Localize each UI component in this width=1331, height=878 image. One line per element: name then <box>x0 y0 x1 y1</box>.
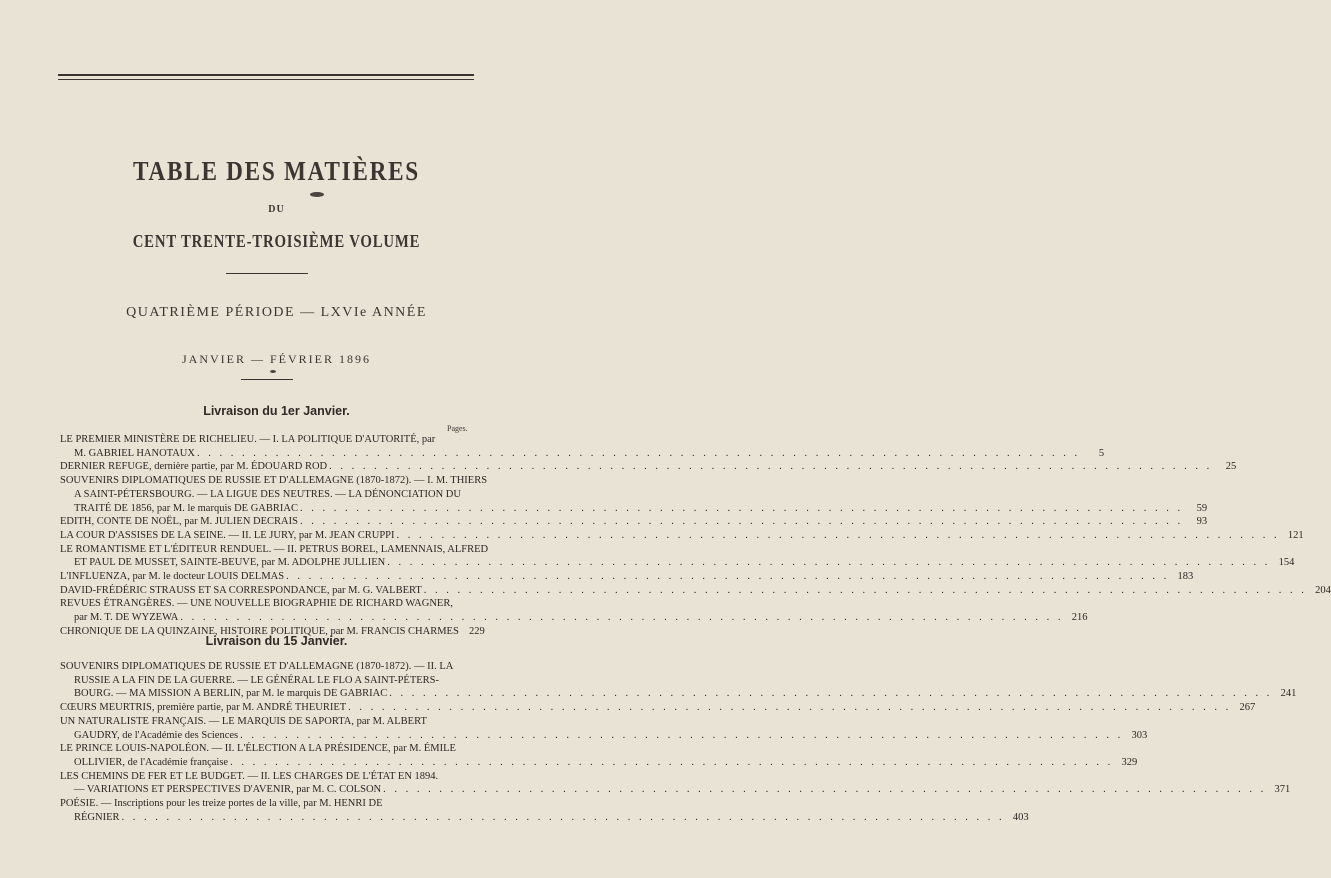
toc-entry-text: CHRONIQUE DE LA QUINZAINE, HISTOIRE POLITIQUE, par M. FRANCIS CHARMES <box>60 625 459 637</box>
toc-entry-text: LE PREMIER MINISTÈRE DE RICHELIEU. — I. LA POLITIQUE D'AUTORITÉ, par <box>60 434 436 445</box>
page-number: 267 <box>1239 702 1256 714</box>
toc-entry-line <box>60 502 1208 516</box>
pages-label: Pages. <box>447 424 468 433</box>
toc-entry-line <box>60 729 1148 743</box>
page-number: 329 <box>1121 756 1138 768</box>
toc-entry-text: L'INFLUENZA, par M. le docteur LOUIS DELMAS <box>60 571 285 583</box>
toc-entry <box>60 570 1194 584</box>
dot-leader <box>424 584 1307 598</box>
section-heading: Livraison du 1er Janvier. <box>203 404 350 418</box>
page-number: 403 <box>1012 811 1029 823</box>
toc-entry <box>60 770 1291 797</box>
divider-rule-2 <box>241 379 293 380</box>
toc-entry-text: SOUVENIRS DIPLOMATIQUES DE RUSSIE ET D'ALLEMAGNE (1870-1872). — I. M. THIERS <box>60 475 488 487</box>
toc-entry-text: A SAINT-PÉTERSBOURG. — LA LIGUE DES NEUTRES. — LA DÉNONCIATION DU <box>74 488 461 500</box>
toc-entry-line <box>60 701 1256 715</box>
toc-entry <box>60 701 1256 715</box>
toc-entry-line <box>60 529 1304 543</box>
toc-entry-text: DERNIER REFUGE, dernière partie, par M. ÉDOUARD ROD <box>60 461 328 473</box>
top-rule-thin <box>58 79 474 80</box>
toc-entry-line <box>60 742 474 756</box>
page-number: 241 <box>1280 688 1297 700</box>
toc-entry-line <box>60 474 488 488</box>
dot-leader <box>383 783 1266 797</box>
toc-entry-text: POÉSIE. — Inscriptions pour les treize portes de la ville, par M. HENRI DE <box>60 798 383 810</box>
toc-entry-text: EDITH, CONTE DE NOËL, par M. JULIEN DECRAIS <box>60 516 298 528</box>
toc-entry-text: SOUVENIRS DIPLOMATIQUES DE RUSSIE ET D'ALLEMAGNE (1870-1872). — II. LA <box>60 661 454 672</box>
toc-entry-line <box>60 797 474 811</box>
dot-leader <box>240 729 1123 743</box>
toc-entry-text: TRAITÉ DE 1856, par M. le marquis DE GABRIAC <box>74 502 298 514</box>
toc-entry-line <box>60 674 474 688</box>
toc-entry-line <box>60 783 1291 797</box>
page-number: 154 <box>1278 557 1295 569</box>
periode-line: QUATRIÈME PÉRIODE — LXVIe ANNÉE <box>126 305 427 320</box>
dot-leader <box>329 460 1212 474</box>
toc-entry-line <box>60 570 1194 584</box>
toc-entry-line <box>60 611 1088 625</box>
toc-entry <box>60 515 1208 529</box>
section-heading: Livraison du 15 Janvier. <box>205 634 348 648</box>
toc-entry-text: CŒURS MEURTRIS, première partie, par M. ANDRÉ THEURIET <box>60 702 347 714</box>
toc-entry <box>60 660 1297 701</box>
dot-leader <box>180 611 1063 625</box>
toc-entry-line <box>60 770 474 784</box>
top-rule <box>58 74 474 76</box>
toc-entry-line <box>60 715 474 729</box>
toc-entry <box>60 529 1304 543</box>
toc-entry-line <box>60 433 474 447</box>
page-number: 5 <box>1098 447 1105 459</box>
toc-entry-line <box>60 811 1029 825</box>
dot-leader <box>286 570 1169 584</box>
page-number: 303 <box>1131 729 1148 741</box>
toc-entry <box>60 584 1331 598</box>
toc-entry-text: UN NATURALISTE FRANÇAIS. — LE MARQUIS DE SAPORTA, par M. ALBERT <box>60 715 427 727</box>
dot-leader <box>397 529 1280 543</box>
toc-entry <box>60 460 1237 474</box>
toc-entry-line <box>60 488 474 502</box>
toc-entry-text: M. GABRIEL HANOTAUX <box>74 447 195 459</box>
page-number: 371 <box>1274 784 1291 796</box>
ornament <box>310 192 324 197</box>
dot-leader <box>230 756 1113 770</box>
toc-entry-text: ET PAUL DE MUSSET, SAINTE-BEUVE, par M. ADOLPHE JULLIEN <box>74 557 386 569</box>
toc-entry <box>60 797 1029 824</box>
toc-entry-text: LES CHEMINS DE FER ET LE BUDGET. — II. LES CHARGES DE L'ÉTAT EN 1894. <box>60 770 439 782</box>
toc-entry-text: RUSSIE A LA FIN DE LA GUERRE. — LE GÉNÉRAL LE FLO A SAINT-PÉTERS- <box>74 674 439 686</box>
toc-entry-text: BOURG. — MA MISSION A BERLIN, par M. le marquis DE GABRIAC <box>74 688 388 700</box>
toc-entry <box>60 543 1295 570</box>
toc-entry-line <box>60 584 1331 598</box>
toc-entry-text: LE ROMANTISME ET L'ÉDITEUR RENDUEL. — II. PETRUS BOREL, LAMENNAIS, ALFRED <box>60 543 489 555</box>
page-number: 183 <box>1177 571 1194 583</box>
dot-leader <box>348 701 1231 715</box>
entries-list-1 <box>60 433 1331 639</box>
toc-entry-text: — VARIATIONS ET PERSPECTIVES D'AVENIR, par M. C. COLSON <box>74 784 382 796</box>
toc-entry-text: DAVID-FRÉDÉRIC STRAUSS ET SA CORRESPONDANCE, par M. G. VALBERT <box>60 584 422 596</box>
volume-subtitle: CENT TRENTE-TROISIÈME VOLUME <box>132 231 421 251</box>
page-number: 59 <box>1196 502 1208 514</box>
dot-leader <box>389 687 1272 701</box>
toc-entry-text: par M. T. DE WYZEWA <box>74 612 179 624</box>
toc-entry-line <box>60 556 1295 570</box>
toc-entry-line <box>60 756 1138 770</box>
toc-entry-text: LE PRINCE LOUIS-NAPOLÉON. — II. L'ÉLECTION A LA PRÉSIDENCE, par M. ÉMILE <box>60 743 456 755</box>
toc-entry-line <box>60 460 1237 474</box>
page-number: 93 <box>1196 516 1208 528</box>
toc-entry-text: GAUDRY, de l'Académie des Sciences <box>74 729 239 741</box>
dot-leader <box>300 502 1183 516</box>
toc-entry-line <box>60 597 474 611</box>
dot-leader <box>300 515 1183 529</box>
toc-entry-line <box>60 660 474 674</box>
page-number: 229 <box>469 625 485 637</box>
dot-leader <box>197 447 1080 461</box>
toc-entry-line <box>60 687 1297 701</box>
toc-entry-text: OLLIVIER, de l'Académie française <box>74 756 229 768</box>
dot-leader <box>387 556 1270 570</box>
toc-entry <box>60 597 1088 624</box>
dot-leader <box>122 811 1005 825</box>
page-number: 25 <box>1225 461 1237 473</box>
toc-entry-line <box>60 447 1105 461</box>
toc-entry <box>60 715 1148 742</box>
toc-entry <box>60 742 1138 769</box>
toc-entry-line <box>60 515 1208 529</box>
title-du: DU <box>268 204 285 215</box>
toc-entry-line <box>60 543 489 557</box>
months-line: JANVIER — FÉVRIER 1896 <box>181 352 371 366</box>
page-number: 121 <box>1287 529 1304 541</box>
toc-entry <box>60 433 1105 460</box>
toc-entry-text: REVUES ÉTRANGÈRES. — UNE NOUVELLE BIOGRAPHIE DE RICHARD WAGNER, <box>60 598 453 610</box>
page-title: TABLE DES MATIÈRES <box>133 156 420 186</box>
toc-entry-text: LA COUR D'ASSISES DE LA SEINE. — II. LE JURY, par M. JEAN CRUPPI <box>60 529 395 541</box>
page-number: 216 <box>1071 612 1088 624</box>
toc-entry <box>60 474 1208 515</box>
entries-list-2 <box>60 660 1297 824</box>
divider-rule <box>226 273 308 274</box>
toc-entry-text: RÉGNIER <box>74 811 120 823</box>
ornament-small <box>270 370 276 373</box>
page-number: 204 <box>1315 584 1331 596</box>
